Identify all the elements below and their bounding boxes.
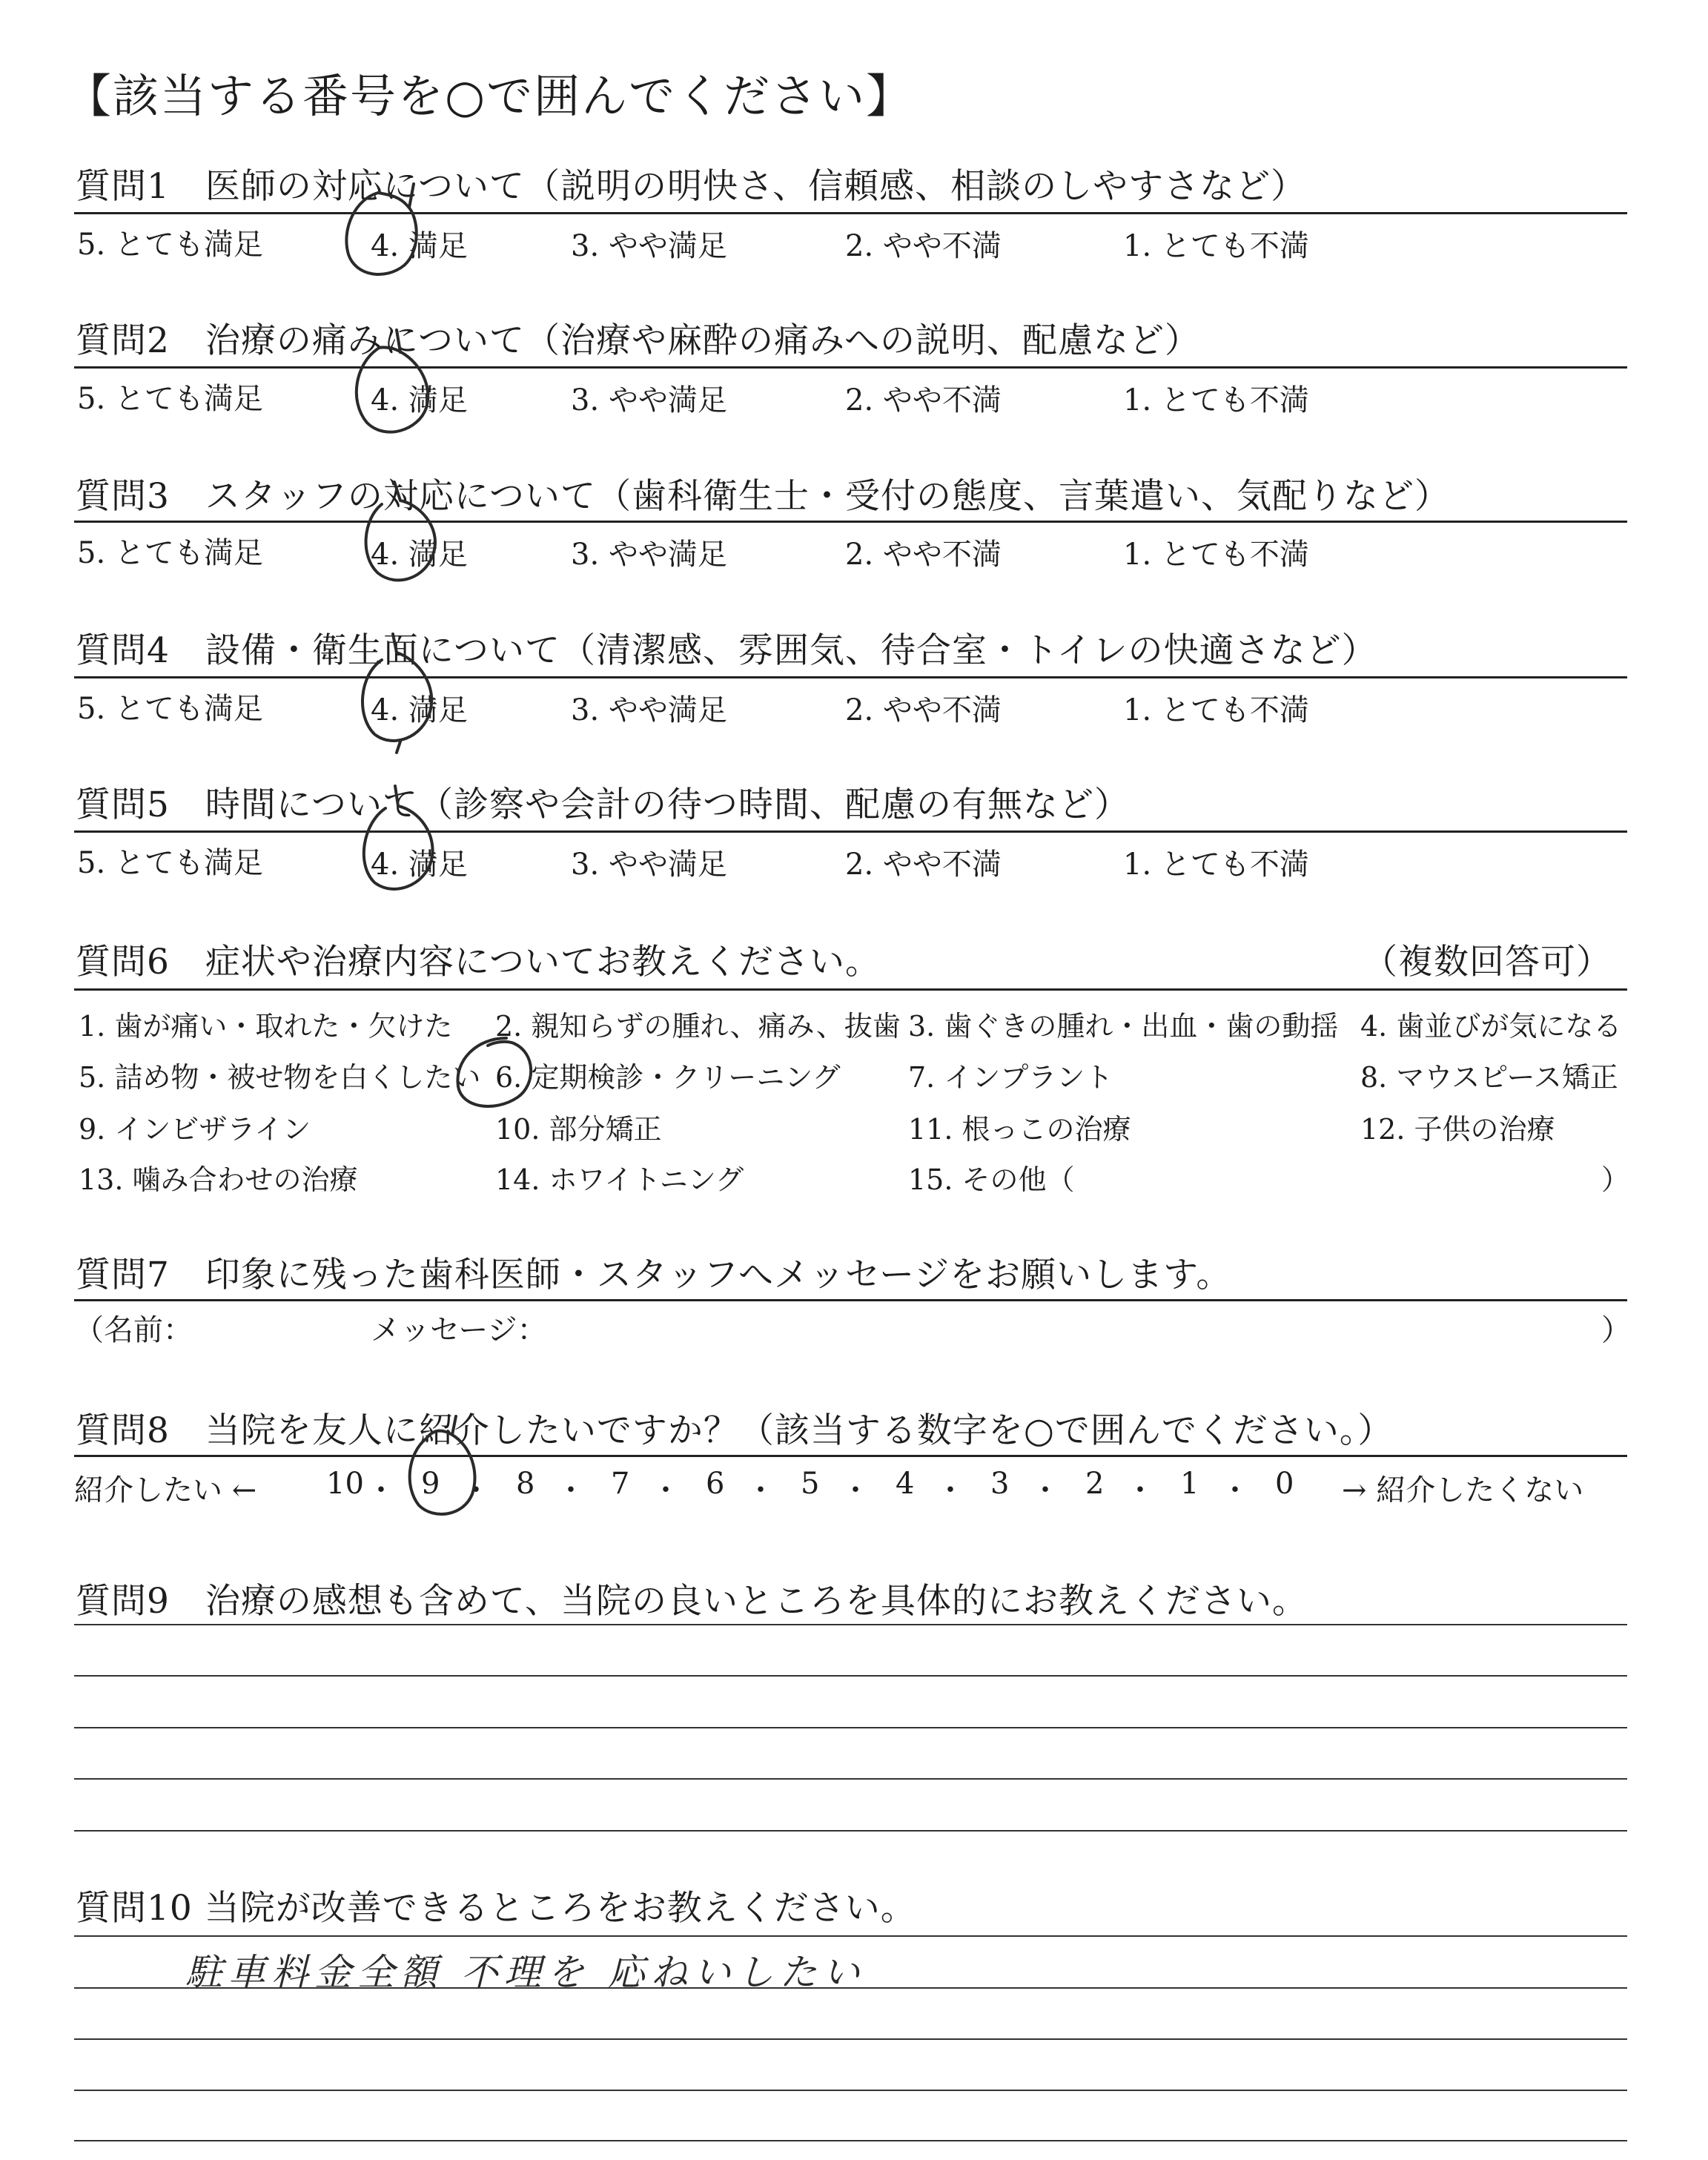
question-2-option-5[interactable]: 5. とても満足 xyxy=(77,382,263,416)
q10-answer-line-3[interactable] xyxy=(74,2038,1627,2040)
q8-scale-separator: ・ xyxy=(936,1473,965,1507)
q6-option-8[interactable]: 8. マウスピース矯正 xyxy=(1360,1061,1618,1094)
question-2-option-1[interactable]: 1. とても不満 xyxy=(1123,383,1309,417)
q9-answer-line-2[interactable] xyxy=(74,1675,1627,1677)
question-1-option-3[interactable]: 3. やや満足 xyxy=(571,229,727,263)
q10-answer-line-1[interactable] xyxy=(74,1935,1627,1937)
question-3-option-2[interactable]: 2. やや不満 xyxy=(845,538,1002,572)
q8-scale-separator: ・ xyxy=(366,1473,396,1507)
selection-circle-q4 xyxy=(337,630,448,756)
question-1-option-5[interactable]: 5. とても満足 xyxy=(77,228,263,262)
question-4-option-4[interactable]: 4. 満足 xyxy=(371,693,468,727)
q8-scale-0[interactable]: 0 xyxy=(1275,1467,1294,1501)
q8-scale-7[interactable]: 7 xyxy=(611,1467,630,1501)
q8-scale-5[interactable]: 5 xyxy=(801,1467,820,1501)
q8-scale-separator: ・ xyxy=(556,1473,586,1507)
q7-name-label: （名前： xyxy=(74,1313,193,1347)
question-4-option-3[interactable]: 3. やや満足 xyxy=(571,693,727,727)
q8-scale-separator: ・ xyxy=(841,1473,870,1507)
selection-circle-q3 xyxy=(341,478,452,593)
selection-circle-q1 xyxy=(326,176,437,288)
selection-circle-q5 xyxy=(337,782,448,905)
q8-scale-9[interactable]: 9 xyxy=(421,1467,440,1501)
q6-option-1[interactable]: 1. 歯が痛い・取れた・欠けた xyxy=(79,1010,453,1043)
question-3-title: 質問3 スタッフの対応について（歯科衛生士・受付の態度、言葉遣い、気配りなど） xyxy=(76,476,1450,517)
question-5-option-2[interactable]: 2. やや不満 xyxy=(845,848,1002,882)
selection-circle-q8 xyxy=(389,1413,493,1524)
q8-left-label: 紹介したい ← xyxy=(74,1473,257,1507)
question-1-option-4[interactable]: 4. 満足 xyxy=(371,229,468,263)
question-5-option-3[interactable]: 3. やや満足 xyxy=(571,848,727,882)
q8-scale-3[interactable]: 3 xyxy=(990,1467,1010,1501)
question-10-title: 質問10 当院が改善できるところをお教えください。 xyxy=(76,1888,916,1929)
question-2-title: 質問2 治療の痛みについて（治療や麻酔の痛みへの説明、配慮など） xyxy=(76,320,1201,361)
q6-option-15[interactable]: 15. その他（ xyxy=(908,1163,1075,1196)
question-8-rule xyxy=(74,1455,1627,1457)
q8-scale-separator: ・ xyxy=(1220,1473,1250,1507)
question-1-title: 質問1 医師の対応について（説明の明快さ、信頼感、相談のしやすさなど） xyxy=(76,166,1307,207)
question-9-title: 質問9 治療の感想も含めて、当院の良いところを具体的にお教えください。 xyxy=(76,1581,1308,1622)
q8-scale-10[interactable]: 10 xyxy=(326,1467,364,1501)
question-3-rule xyxy=(74,521,1627,523)
question-2-option-3[interactable]: 3. やや満足 xyxy=(571,383,727,417)
q6-option-14[interactable]: 14. ホワイトニング xyxy=(495,1163,744,1196)
question-6-rule xyxy=(74,988,1627,991)
question-5-option-4[interactable]: 4. 満足 xyxy=(371,848,468,882)
q8-scale-8[interactable]: 8 xyxy=(516,1467,535,1501)
q6-option-13[interactable]: 13. 噛み合わせの治療 xyxy=(79,1163,358,1196)
q6-option-3[interactable]: 3. 歯ぐきの腫れ・出血・歯の動揺 xyxy=(908,1010,1339,1043)
q8-scale-4[interactable]: 4 xyxy=(896,1467,915,1501)
question-1-rule xyxy=(74,212,1627,214)
q8-scale-separator: ・ xyxy=(1125,1473,1155,1507)
question-1-option-1[interactable]: 1. とても不満 xyxy=(1123,229,1309,263)
q9-answer-line-4[interactable] xyxy=(74,1778,1627,1780)
q6-option-12[interactable]: 12. 子供の治療 xyxy=(1360,1113,1555,1146)
q8-scale-1[interactable]: 1 xyxy=(1180,1467,1199,1501)
question-2-rule xyxy=(74,366,1627,369)
question-3-option-3[interactable]: 3. やや満足 xyxy=(571,538,727,572)
question-5-title: 質問5 時間について（診察や会計の待つ時間、配慮の有無など） xyxy=(76,785,1130,825)
selection-circle-q2 xyxy=(334,326,445,445)
q8-scale-separator: ・ xyxy=(651,1473,681,1507)
q10-handwritten-answer: 駐車料金全額 不理を 応ねいしたい xyxy=(185,1951,866,1994)
page-title: 【該当する番号を○で囲んでください】 xyxy=(65,69,914,123)
question-5-option-1[interactable]: 1. とても不満 xyxy=(1123,848,1309,882)
q6-option-10[interactable]: 10. 部分矯正 xyxy=(495,1113,662,1146)
q6-option-11[interactable]: 11. 根っこの治療 xyxy=(908,1113,1131,1146)
question-4-rule xyxy=(74,676,1627,678)
question-6-note: （複数回答可） xyxy=(1363,942,1612,982)
question-4-option-5[interactable]: 5. とても満足 xyxy=(77,692,263,726)
q8-scale-2[interactable]: 2 xyxy=(1085,1467,1105,1501)
question-3-option-4[interactable]: 4. 満足 xyxy=(371,538,468,572)
q9-answer-line-1[interactable] xyxy=(74,1624,1627,1625)
q10-answer-line-4[interactable] xyxy=(74,2090,1627,2091)
q9-answer-line-5[interactable] xyxy=(74,1830,1627,1832)
q7-close-paren: ） xyxy=(1601,1313,1631,1347)
q6-option-6[interactable]: 6. 定期検診・クリーニング xyxy=(495,1061,841,1094)
question-1-option-2[interactable]: 2. やや不満 xyxy=(845,229,1002,263)
q6-option-4[interactable]: 4. 歯並びが気になる xyxy=(1360,1010,1622,1043)
question-8-title: 質問8 当院を友人に紹介したいですか？（該当する数字を○で囲んでください。） xyxy=(76,1410,1394,1451)
q6-option-2[interactable]: 2. 親知らずの腫れ、痛み、抜歯 xyxy=(495,1010,901,1043)
question-4-option-2[interactable]: 2. やや不満 xyxy=(845,693,1002,727)
q6-option-7[interactable]: 7. インプラント xyxy=(908,1061,1113,1094)
q7-message-label: メッセージ： xyxy=(371,1313,547,1347)
q8-scale-separator: ・ xyxy=(1030,1473,1060,1507)
question-7-rule xyxy=(74,1299,1627,1301)
q10-answer-line-5[interactable] xyxy=(74,2140,1627,2141)
question-4-title: 質問4 設備・衛生面について（清潔感、雰囲気、待合室・トイレの快適さなど） xyxy=(76,630,1377,671)
question-5-option-5[interactable]: 5. とても満足 xyxy=(77,846,263,880)
q6-option-9[interactable]: 9. インビザライン xyxy=(79,1113,311,1146)
question-6-title: 質問6 症状や治療内容についてお教えください。 xyxy=(76,942,881,982)
q6-other-close-paren: ） xyxy=(1601,1163,1630,1196)
question-3-option-1[interactable]: 1. とても不満 xyxy=(1123,538,1309,572)
q8-scale-6[interactable]: 6 xyxy=(706,1467,725,1501)
question-4-option-1[interactable]: 1. とても不満 xyxy=(1123,693,1309,727)
question-2-option-2[interactable]: 2. やや不満 xyxy=(845,383,1002,417)
question-5-rule xyxy=(74,830,1627,833)
selection-circle-q6 xyxy=(443,1027,555,1116)
question-7-title: 質問7 印象に残った歯科医師・スタッフへメッセージをお願いします。 xyxy=(76,1255,1232,1295)
q8-scale-separator: ・ xyxy=(746,1473,775,1507)
q8-right-label: → 紹介したくない xyxy=(1342,1473,1584,1507)
q6-option-5[interactable]: 5. 詰め物・被せ物を白くしたい xyxy=(79,1061,481,1094)
question-2-option-4[interactable]: 4. 満足 xyxy=(371,383,468,417)
question-3-option-5[interactable]: 5. とても満足 xyxy=(77,536,263,570)
q9-answer-line-3[interactable] xyxy=(74,1727,1627,1728)
q8-scale-separator: ・ xyxy=(461,1473,491,1507)
